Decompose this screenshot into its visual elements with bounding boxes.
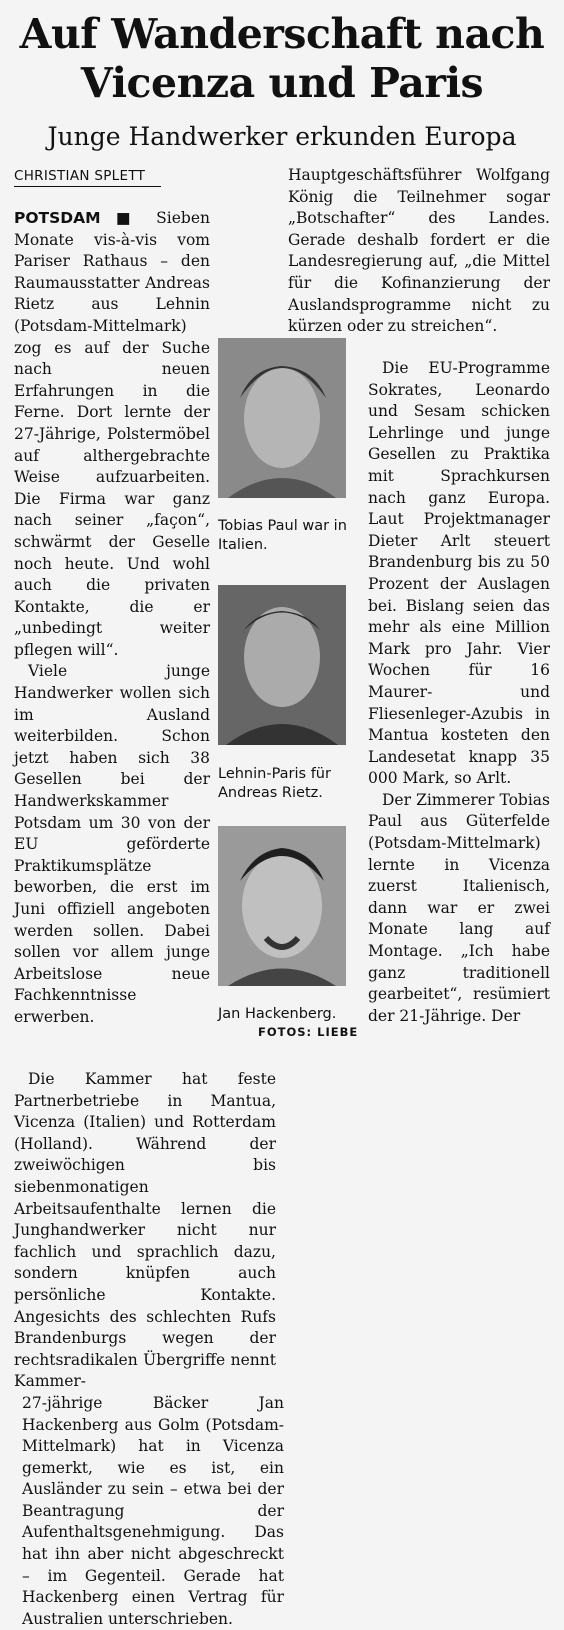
photo-andreas-rietz [218,585,346,745]
photo-caption: Lehnin-Paris für Andreas Rietz. [218,766,331,801]
column-1 [14,208,210,1029]
paragraph: Hauptgeschäftsführer Wolfgang König die Teilnehmer sogar „Botschafter“ des Landes. Gerade deshalb fordert er die Landesregierung auf, „die Mittel für die Kofinanzierung der Auslandsprogramme nicht zu kürzen oder zu streichen“. [288,166,550,336]
portrait-image [218,338,346,498]
photo-caption: Tobias Paul war in Italien. [218,518,347,553]
dateline: POTSDAM [14,209,101,227]
photo-credit: FOTOS: LIEBE [258,1025,359,1039]
headline-line-2: Vicenza und Paris [80,59,484,107]
paragraph: Viele junge Handwerker wollen sich im Ausland weiterbilden. Schon jetzt haben sich 38 Gesellen bei der Handwerkskammer Potsdam um 30 von der EU geförderte Praktikumsplätze beworben, die erst im Juni offiziell angeboten werden sollen. Dabei sollen vor allem junge Arbeitslose neue Fachkenntnisse erwerben. [14,662,210,1026]
photo-tobias-paul [218,338,346,498]
photo-jan-hackenberg [218,826,346,986]
column-3 [368,358,550,1027]
paragraph [14,208,210,661]
column-3-top [288,165,550,338]
paragraph: Der Zimmerer Tobias Paul aus Güterfelde (Potsdam-Mittelmark) lernte in Vicenza zuerst Italienisch, dann war er zwei Monate lang auf Montage. „Ich habe ganz traditionell gearbeitet“, resümiert der 21-Jährige. Der [368,790,550,1025]
dateline-square: ■ [115,209,141,227]
lower-text [14,1069,550,1630]
paragraph-text: Sieben Monate vis-à-vis vom Pariser Rathaus – den Raumausstatter Andreas Rietz aus Lehnin (Potsdam-Mittelmark) zog es auf der Suche nach neuen Erfahrungen in die Ferne. Dort lernte der 27-Jährige, Polstermöbel auf althergebrachte Weise aufzuarbeiten. Die Firma war ganz nach seiner „façon“, schwärmt der Geselle noch heute. Und wohl auch die privaten Kontakte, die er „unbedingt weiter pflegen will“. [14,209,210,659]
portrait-image [218,585,346,745]
paragraph: 27-jährige Bäcker Jan Hackenberg aus Golm (Potsdam-Mittelmark) hat in Vicenza gemerkt, wie es ist, ein Ausländer zu sein – etwa bei der Beantragung der Aufenthaltsgenehmigung. Das hat ihn aber nicht abgeschreckt – im Gegenteil. Gerade hat Hackenberg einen Vertrag für Australien unterschrieben. [22,1393,284,1628]
headline-line-1: Auf Wanderschaft nach [19,10,545,58]
paragraph: Die EU-Programme Sokrates, Leonardo und Sesam schicken Lehrlinge und junge Gesellen zu Praktika mit Sprachkursen nach ganz Europa. Laut Projektmanager Dieter Arlt steuert Brandenburg bis zu 50 Prozent der Auslagen bei. Bislang seien das mehr als eine Million Mark pro Jahr. Vier Wochen für 16 Maurer- und Fliesenleger-Azubis in Mantua kosteten den Landesetat knapp 35 000 Mark, so Arlt. [368,359,550,788]
subheadline: Junge Handwerker erkunden Europa [47,122,517,151]
photo-caption: Jan Hackenberg. [218,1006,337,1022]
paragraph: Die Kammer hat feste Partnerbetriebe in Mantua, Vicenza (Italien) und Rotterdam (Holland). Während der zweiwöchigen bis siebenmonatigen Arbeitsaufenthalte lernen die Junghandwerker nicht nur fachlich und sprachlich dazu, sondern knüpfen auch persönliche Kontakte. Angesichts des schlechten Rufs Brandenburgs wegen der rechtsradikalen Übergriffe nennt Kammer- [14,1070,276,1391]
portrait-image [218,826,346,986]
author-byline: CHRISTIAN SPLETT [14,168,161,187]
